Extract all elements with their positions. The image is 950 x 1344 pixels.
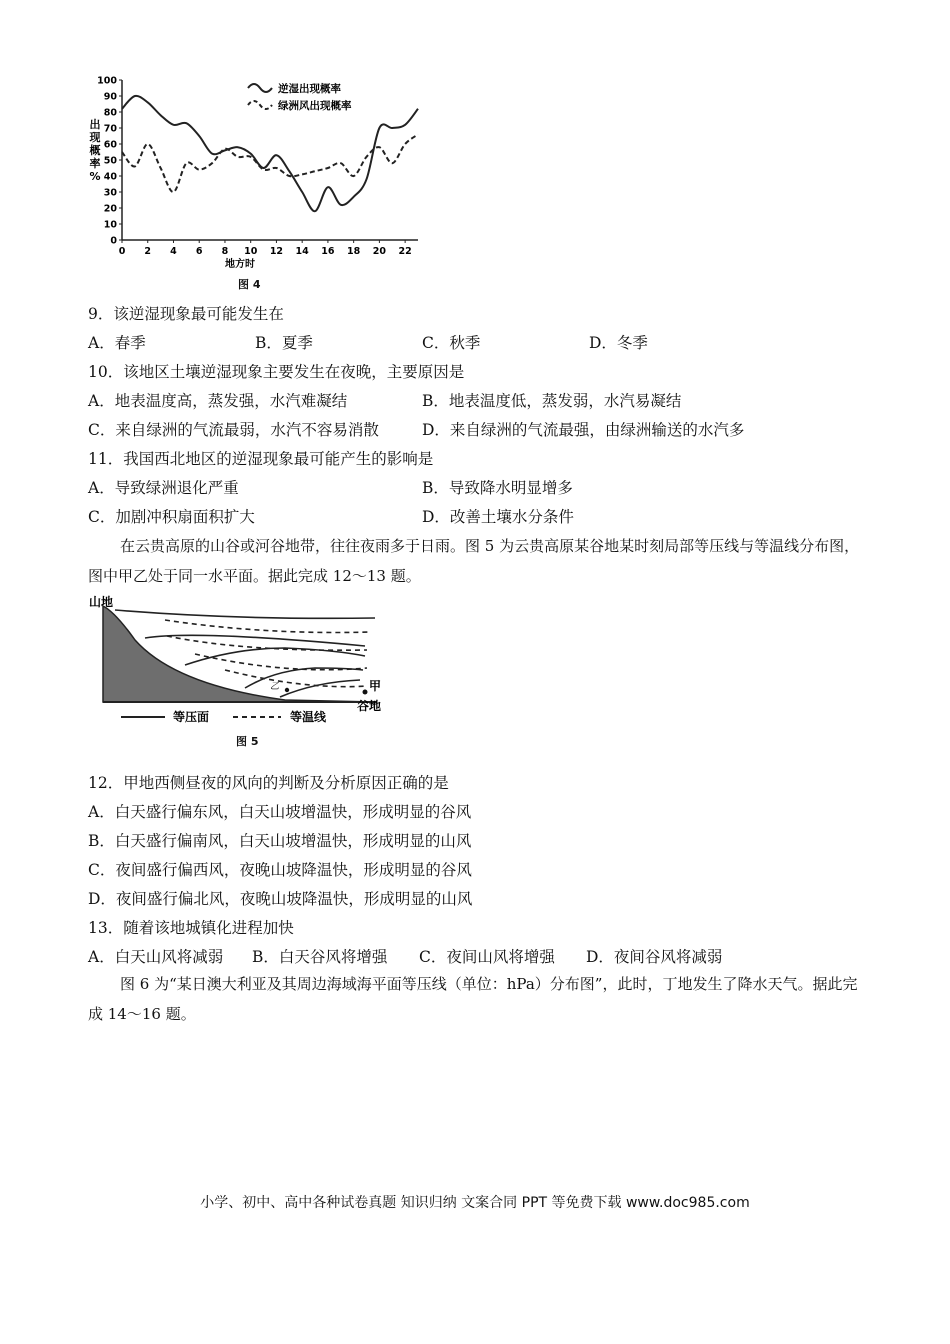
q9-option-d[interactable]: D．冬季 xyxy=(589,334,648,352)
q9-option-c[interactable]: C．秋季 xyxy=(422,334,481,352)
x-tick-label: 16 xyxy=(321,246,335,257)
point-jia-marker xyxy=(363,690,368,695)
figure4-caption: 图 4 xyxy=(238,278,261,291)
y-tick-label: 50 xyxy=(103,155,117,167)
legend-isotherm-label: 等温线 xyxy=(290,710,327,724)
page-footer[interactable]: 小学、初中、高中各种试卷真题 知识归纳 文案合同 PPT 等免费下载 www.doc985.com xyxy=(200,1195,750,1211)
legend-isobar-label: 等压面 xyxy=(173,710,210,724)
figure4-xlabel: 地方时 xyxy=(225,259,255,270)
q12-option-c[interactable]: C．夜间盛行偏西风，夜晚山坡降温快，形成明显的谷风 xyxy=(88,861,472,879)
intro-paragraph-1: 在云贵高原的山谷或河谷地带，往往夜雨多于日雨。图 5 为云贵高原某谷地某时刻局部等压线与等温线分布图，图中甲乙处于同一水平面。据此完成 12～13 题。 xyxy=(88,537,860,585)
point-yi-label: 乙 xyxy=(270,682,280,692)
isotherm-1 xyxy=(165,620,370,633)
q13-option-c[interactable]: C．夜间山风将增强 xyxy=(419,948,555,966)
q10-option-d[interactable]: D．来自绿洲的气流最强，由绿洲输送的水汽多 xyxy=(422,421,745,439)
y-tick-label: 30 xyxy=(103,187,117,199)
x-tick-label: 6 xyxy=(195,246,203,257)
legend-series1-label: 逆湿出现概率 xyxy=(278,83,341,95)
q12-option-b[interactable]: B．白天盛行偏南风，白天山坡增温快，形成明显的山风 xyxy=(88,832,472,850)
x-tick-label: 12 xyxy=(269,246,284,257)
q11-stem: 11．我国西北地区的逆湿现象最可能产生的影响是 xyxy=(88,450,434,468)
mountain-label: 山地 xyxy=(89,595,114,609)
series-line-inverse-humidity xyxy=(122,96,418,211)
y-tick-label: 100 xyxy=(97,75,117,87)
x-tick-label: 10 xyxy=(244,246,258,257)
x-tick-label: 18 xyxy=(347,246,361,257)
x-tick-label: 2 xyxy=(144,246,152,257)
q12-option-a[interactable]: A．白天盛行偏东风，白天山坡增温快，形成明显的谷风 xyxy=(88,803,472,821)
legend-solid-line xyxy=(248,84,272,92)
y-tick-label: 90 xyxy=(103,91,117,103)
valley-label: 谷地 xyxy=(357,699,382,713)
q10-option-b[interactable]: B．地表温度低，蒸发弱，水汽易凝结 xyxy=(422,392,682,410)
y-tick-label: 60 xyxy=(103,139,117,151)
q12-option-d[interactable]: D．夜间盛行偏北风，夜晚山坡降温快，形成明显的山风 xyxy=(88,890,473,908)
q12-stem: 12．甲地西侧昼夜的风向的判断及分析原因正确的是 xyxy=(88,774,449,792)
legend-dashed-line xyxy=(248,101,272,109)
x-tick-label: 14 xyxy=(295,246,309,257)
q10-stem: 10．该地区土壤逆湿现象主要发生在夜晚，主要原因是 xyxy=(88,363,465,381)
y-tick-label: 20 xyxy=(103,203,117,215)
q9-stem: 9．该逆湿现象最可能发生在 xyxy=(88,305,284,323)
y-tick-label: 0 xyxy=(110,235,117,247)
q13-option-d[interactable]: D．夜间谷风将减弱 xyxy=(586,948,723,966)
q11-option-c[interactable]: C．加剧冲积扇面积扩大 xyxy=(88,508,255,526)
q10-option-c[interactable]: C．来自绿洲的气流最弱，水汽不容易消散 xyxy=(88,421,379,439)
y-tick-label: 40 xyxy=(103,171,117,183)
isotherm-4 xyxy=(225,670,367,687)
isobar-1 xyxy=(115,610,375,618)
q11-option-b[interactable]: B．导致降水明显增多 xyxy=(422,479,573,497)
figure5-caption: 图 5 xyxy=(236,735,259,748)
point-yi-marker xyxy=(285,688,289,692)
x-tick-label: 20 xyxy=(372,246,387,257)
x-tick-label: 22 xyxy=(398,246,412,257)
q11-option-d[interactable]: D．改善土壤水分条件 xyxy=(422,508,574,526)
y-tick-label: 70 xyxy=(103,123,117,135)
isotherm-3 xyxy=(195,654,367,670)
x-tick-label: 0 xyxy=(118,246,126,257)
q10-option-a[interactable]: A．地表温度高，蒸发强，水汽难凝结 xyxy=(88,392,348,410)
figure4-ylabel: 出现概率% xyxy=(89,118,101,183)
figure4-chart xyxy=(80,70,430,270)
isobar-2 xyxy=(145,635,365,646)
y-tick-label: 80 xyxy=(103,107,117,119)
q9-option-b[interactable]: B．夏季 xyxy=(255,334,313,352)
q13-option-b[interactable]: B．白天谷风将增强 xyxy=(252,948,388,966)
q9-option-a[interactable]: A．春季 xyxy=(88,334,146,352)
x-tick-label: 4 xyxy=(170,246,177,257)
q13-stem: 13．随着该地城镇化进程加快 xyxy=(88,919,294,937)
point-jia-label: 甲 xyxy=(369,679,382,693)
legend-series2-label: 绿洲风出现概率 xyxy=(278,100,352,112)
q13-option-a[interactable]: A．白天山风将减弱 xyxy=(88,948,224,966)
mountain-slope xyxy=(103,606,375,702)
q11-option-a[interactable]: A．导致绿洲退化严重 xyxy=(88,479,239,497)
figure5-diagram xyxy=(85,590,395,730)
x-tick-label: 8 xyxy=(221,246,229,257)
intro-paragraph-2: 图 6 为“某日澳大利亚及其周边海域海平面等压线（单位：hPa）分布图”，此时，丁地发生了降水天气。据此完成 14～16 题。 xyxy=(88,975,858,1023)
y-tick-label: 10 xyxy=(103,219,117,231)
